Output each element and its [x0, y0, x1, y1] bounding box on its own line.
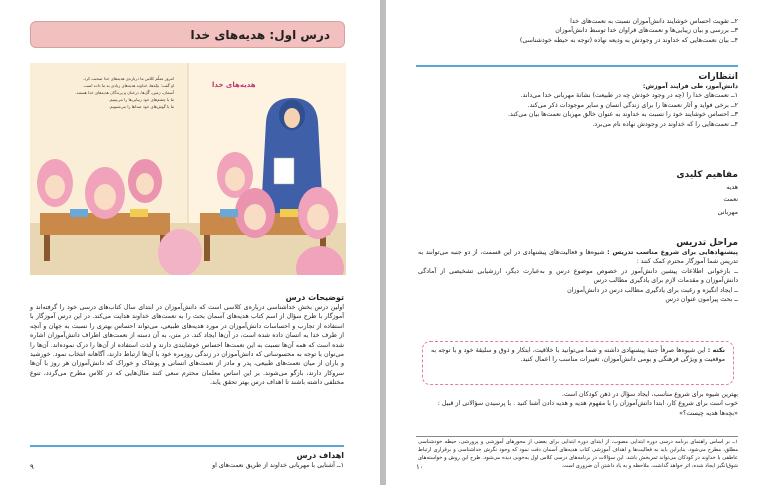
book-text-line: ما با چشم‌های خود زیبایی‌ها را می‌بینیم.	[108, 97, 174, 102]
aims-heading: اهداف درس	[296, 450, 344, 460]
teaching-stages-heading: مراحل تدریس	[676, 238, 738, 248]
page-number: ۱۰	[416, 463, 424, 471]
footnote: ۱ــ بر اساس راهنمای برنامه درسی دوره ابتدایی مصوب، از ابتدای دوره ابتدایی برای بعضی از محورهای آموزشی و پرورشی، حیطه خودشناسی مطلق، مطرح می‌شود. بنابراین باید به فعالیت‌ها و اهداف آموزشی کتاب هدیه‌های آسمان دقت نمود که وجود نگرش خداشناسی و برقراری ارتباط عاطفی با خداوند در کودکان می‌تواند ثمربخش باشد. این سؤالات در برنامه‌های درسی کلاس اول به‌خوبی دیده می‌شود. طرح این روش و خواسته‌های شوق‌انگیز ایجاد شده، اثر خواهد گذاشت. ملاحظه و به یاد داشتن آن ضروری است.	[418, 439, 738, 469]
section-divider	[30, 445, 344, 447]
aim-item: ۳ــ بررسی و بیان زیبایی‌ها و نعمت‌های فراوان خدا توسط دانش‌آموزان	[555, 27, 738, 35]
aims-section	[30, 443, 344, 470]
lesson-title: درس اول: هدیه‌های خدا	[190, 28, 330, 42]
concept-item: هدیه	[726, 184, 738, 191]
expectation-item: ۴ــ نعمت‌هایی را که خداوند در وجودش نهاده نام می‌برد.	[592, 120, 738, 128]
note-label: نکته :	[707, 347, 725, 354]
stage-item: ــ بحث پیرامون عنوان درس	[665, 296, 738, 304]
illustration-title: هدیه‌های خدا	[212, 81, 256, 89]
after-note-section	[418, 390, 738, 418]
expectations-subheading: دانش‌آموز، طی فرایند آموزش:	[642, 83, 738, 90]
key-concepts-heading: مفاهیم کلیدی	[676, 170, 738, 180]
expectations-section	[418, 72, 738, 129]
expectation-item: ۱ــ نعمت‌های خدا را (چه در وجود خودش چه در طبیعت) نشانهٔ مهربانی خدا می‌داند.	[520, 92, 738, 100]
concept-item: مهربانی	[717, 208, 738, 216]
teaching-stages-section	[418, 238, 738, 304]
paragraph: بهترین شیوه برای شروع مناسب، ایجاد سؤال در ذهن کودکان است.	[561, 391, 738, 398]
left-page	[0, 0, 380, 485]
lesson-illustration	[30, 63, 346, 275]
paragraph: خوب است برای شروع کار، ابتدا دانش‌آموزان را با مفهوم هدیه و هدیه دادن آشنا کنید . با پرسیدن سؤالاتی از قبیل :	[437, 400, 738, 408]
remaining-aims	[418, 17, 738, 45]
section-divider	[416, 65, 738, 67]
stages-intro: شیوه‌ها و فعالیت‌های پیشنهادی در این قسمت، از دو جنبه می‌توانند به تدریس شما آموزگار محترم کمک کنند :	[418, 249, 738, 266]
expectation-item: ۲ــ برخی فواید و آثار نعمت‌ها را برای زندگی انسان و سایر موجودات ذکر می‌کند.	[527, 101, 738, 109]
explanation-heading: توضیحات درس	[285, 293, 344, 302]
book-text-line: او گفت: بچّه‌ها، خداوند هدیه‌های زیادی به ما داده است.	[82, 83, 174, 88]
page-number: ۹	[30, 463, 34, 471]
expectation-item: ۳ــ احساس خوشایند خود را نسبت به خداوند به عنوان خالق مهربان نعمت‌ها بیان می‌کند.	[508, 111, 738, 119]
note-box	[422, 341, 734, 385]
book-text-line: آسمان، زمین، گُل‌ها، درختان و پرندگان هدیه‌های خدا هستند.	[75, 90, 174, 95]
explanation-text: اولین درس بخش خداشناسی درباره‌ی کلاسی است که دانش‌آموزان در ابتدای سال کتاب‌های درسی خود را گرفته‌اند و آموزگار با طرح سؤال از اسم کتاب هدیه‌های آسمان بحث را به نعمت‌های خداوند هدایت می‌کند. در این درس آموزگار با استفاده از تجارب و احساسات دانش‌آموزان در مورد هدیه‌های طبیعی، می‌تواند احساس بهتری را نسبت به جهان و آنچه از طرف خدا به انسان داده شده است، در آن‌ها ایجاد کند. در متن، به آن دسته از نعمت‌های اطراف دانش‌آموزان اشاره شده است که همه آن‌ها نسبت به این نعمت‌ها احساس خوشایندی دارند و لذت استفاده از آن‌ها را درک نموده‌اند. آن‌ها را می‌توان با توجه به محسوساتی که دانش‌آموزان در زندگی روزمره خود با آن‌ها ارتباط دارند، آگاهانه انتخاب نمود. خورشید و باران از میان نعمت‌های طبیعی، پدر و مادر از نعمت‌های انسانی و پوشاک و خوراک که دانش‌آموزان هر روز با آن‌ها سروکار دارند، بازگو می‌شوند. بر این اساس معلمان محترم سعی کنند مثال‌هایی که در کلاس مطرح می‌گردد، تنوع مختلفی داشته باشند تا اهداف درس بهتر تحقق یابد.	[30, 304, 344, 387]
lesson-title-banner	[30, 21, 345, 48]
note-text: این شیوه‌ها صرفاً جنبهٔ پیشنهادی داشته و شما می‌توانید با خلاقیت، ابتکار و ذوق و سلیقهٔ خود و با توجه به موقعیت و ویژگی فرهنگی و بومی دانش‌آموزان، تغییرات مناسب را اعمال کنید.	[431, 347, 725, 363]
stage-item: ــ بازخوانی اطلاعات پیشین دانش‌آموز در خصوص موضوع درس و به‌عبارت دیگر، ارزشیابی تشخیصی از آمادگی دانش‌آموزان و مقدمات لازم برای یادگیری مطالب درس	[418, 267, 738, 285]
stages-intro-bold: پیشنهادهایی برای شروع مناسب تدریس :	[607, 249, 738, 256]
stage-item: ــ ایجاد انگیزه و رغبت برای یادگیری مطالب درس در دانش‌آموزان	[567, 286, 738, 294]
book-text-line: امروز معلّم کلاس ما درباره‌ی هدیه‌های خدا صحبت کرد.	[82, 76, 174, 81]
footnote-divider	[416, 436, 738, 437]
aim-item: ۱ــ آشنایی با مهربانی خداوند از طریق نعمت‌های او	[212, 461, 344, 469]
key-concepts-section	[418, 170, 738, 217]
explanation-section	[30, 292, 344, 388]
concept-item: نعمت	[723, 196, 738, 204]
aim-item: ۲ــ تقویت احساس خوشایند دانش‌آموزان نسبت به نعمت‌های خدا	[570, 18, 738, 25]
illustration-book-text	[42, 75, 174, 110]
expectations-heading: انتظارات	[698, 72, 738, 82]
paragraph: «بچه‌ها هدیه چیست؟»	[679, 409, 738, 417]
right-page	[386, 0, 768, 485]
aim-item: ۴ــ بیان نعمت‌هایی که خداوند در وجودش به ودیعه نهاده (توجه به حیطه خودشناسی)	[519, 36, 738, 44]
book-text-line: ما با گوش‌های خود صداها را می‌شنویم.	[108, 104, 174, 109]
